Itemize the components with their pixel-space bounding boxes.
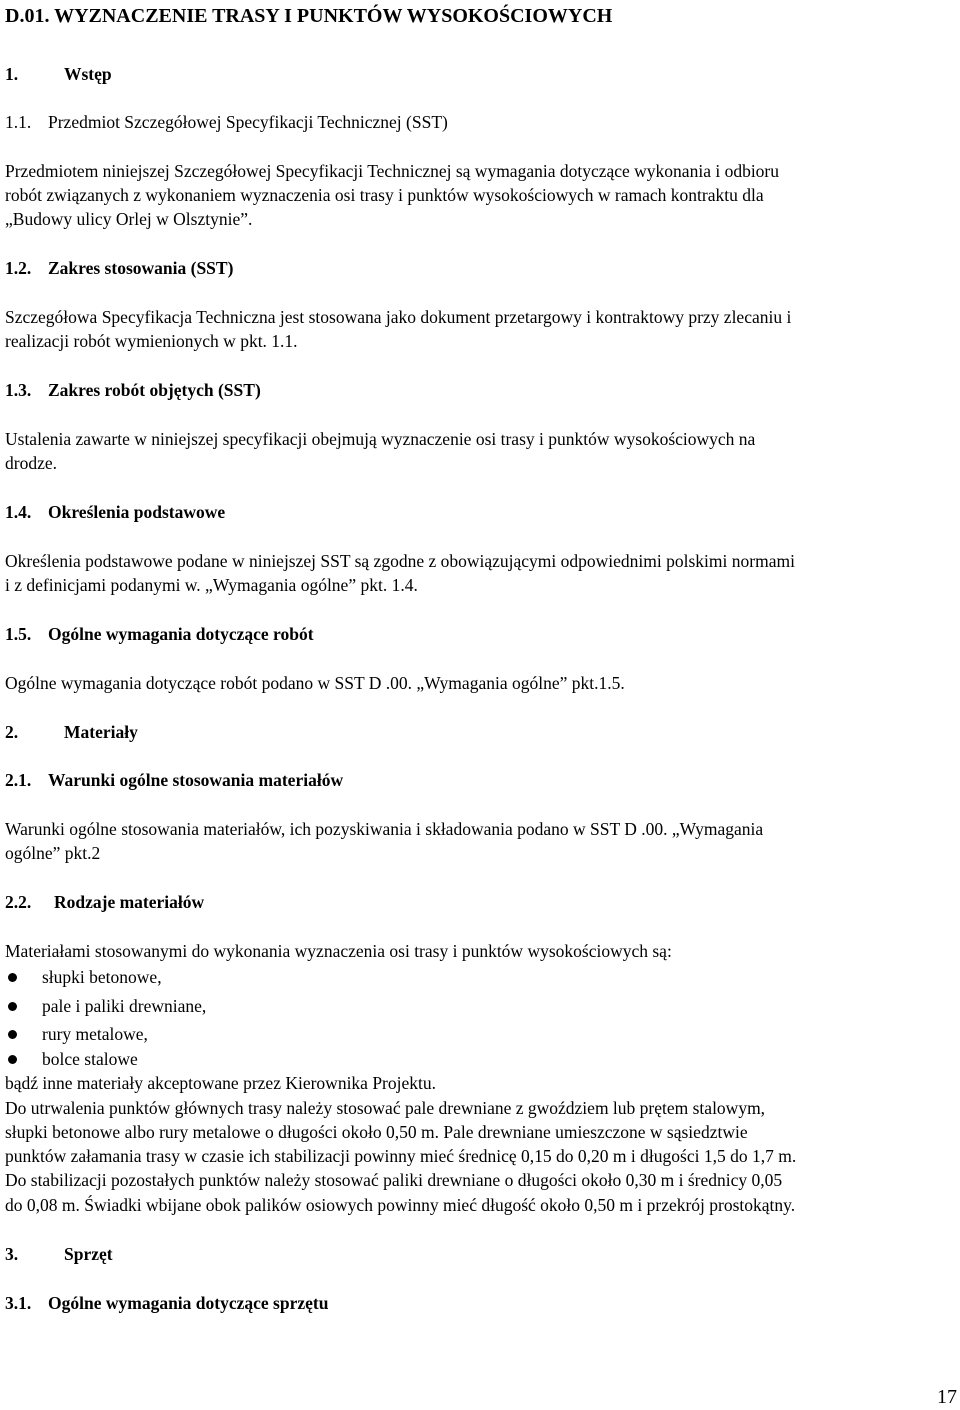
section-title: Materiały	[64, 722, 138, 742]
section-title: Warunki ogólne stosowania materiałów	[48, 770, 344, 790]
section-title: Określenia podstawowe	[48, 502, 226, 522]
page-number: 17	[937, 1386, 957, 1408]
bullet-icon	[8, 973, 17, 982]
paragraph-line: Ustalenia zawarte w niniejszej specyfikacji obejmują wyznaczenie osi trasy i punktów wysokościowych na	[5, 429, 756, 449]
bullet-icon	[8, 1055, 17, 1064]
section-2-heading	[5, 722, 138, 742]
section-3-1-heading	[5, 1293, 328, 1313]
section-title: Wstęp	[64, 64, 112, 84]
list-item-text: słupki betonowe,	[42, 967, 162, 987]
document-title: D.01. WYZNACZENIE TRASY I PUNKTÓW WYSOKOŚCIOWYCH	[5, 5, 613, 27]
section-title: Zakres robót objętych (SST)	[48, 380, 261, 400]
section-1-5-heading	[5, 624, 314, 644]
section-number: 2.2.	[5, 892, 32, 912]
paragraph-line: Ogólne wymagania dotyczące robót podano w SST D .00. „Wymagania ogólne” pkt.1.5.	[5, 673, 625, 693]
paragraph-line: Do utrwalenia punktów głównych trasy należy stosować pale drewniane z gwoździem lub prętem stalowym,	[5, 1098, 766, 1118]
document-page	[5, 0, 957, 1410]
bullet-icon	[8, 1030, 17, 1039]
paragraph-line: realizacji robót wymienionych w pkt. 1.1.	[5, 331, 298, 351]
section-1-4-heading	[5, 502, 225, 522]
list-item-text: pale i paliki drewniane,	[42, 996, 207, 1016]
list-item-text: bolce stalowe	[42, 1049, 138, 1069]
paragraph-line: Warunki ogólne stosowania materiałów, ich pozyskiwania i składowania podano w SST D .00. „Wymagania	[5, 819, 764, 839]
section-number: 1.	[5, 64, 19, 84]
section-1-heading	[5, 64, 112, 84]
list-item-text: rury metalowe,	[42, 1024, 148, 1044]
paragraph-line: punktów załamania trasy w czasie ich stabilizacji powinny mieć średnicę 0,15 do 0,20 m i długości 1,5 do 1,7 m.	[5, 1146, 797, 1166]
section-number: 2.	[5, 722, 19, 742]
section-number: 1.2.	[5, 258, 32, 278]
paragraph-line: drodze.	[5, 453, 57, 473]
section-number: 3.1.	[5, 1293, 32, 1313]
paragraph-line: „Budowy ulicy Orlej w Olsztynie”.	[5, 209, 253, 229]
paragraph-line: i z definicjami podanymi w. „Wymagania ogólne” pkt. 1.4.	[5, 575, 418, 595]
section-number: 1.4.	[5, 502, 32, 522]
paragraph-line: Szczegółowa Specyfikacja Techniczna jest stosowana jako dokument przetargowy i kontraktowy przy zlecaniu i	[5, 307, 792, 327]
paragraph-line: Przedmiotem niniejszej Szczegółowej Specyfikacji Technicznej są wymagania dotyczące wykonania i odbioru	[5, 161, 780, 181]
paragraph-line: Materiałami stosowanymi do wykonania wyznaczenia osi trasy i punktów wysokościowych są:	[5, 941, 672, 961]
section-3-heading	[5, 1244, 113, 1264]
section-title: Ogólne wymagania dotyczące sprzętu	[48, 1293, 329, 1313]
section-2-2-heading	[5, 892, 204, 912]
section-1-3-heading	[5, 380, 261, 400]
section-title: Sprzęt	[64, 1244, 113, 1264]
section-2-1-heading	[5, 770, 343, 790]
section-title: Przedmiot Szczegółowej Specyfikacji Technicznej (SST)	[48, 112, 448, 132]
section-1-1-heading	[5, 112, 448, 132]
section-number: 1.1.	[5, 112, 32, 132]
section-1-2-heading	[5, 258, 233, 278]
section-title: Ogólne wymagania dotyczące robót	[48, 624, 314, 644]
paragraph-line: ogólne” pkt.2	[5, 843, 101, 863]
section-number: 3.	[5, 1244, 19, 1264]
section-number: 2.1.	[5, 770, 32, 790]
paragraph-line: słupki betonowe albo rury metalowe o długości około 0,50 m. Pale drewniane umieszczone w sąsiedztwie	[5, 1122, 748, 1142]
paragraph-line: bądź inne materiały akceptowane przez Kierownika Projektu.	[5, 1073, 436, 1093]
section-title: Rodzaje materiałów	[54, 892, 205, 912]
paragraph-line: robót związanych z wykonaniem wyznaczenia osi trasy i punktów wysokościowych w ramach kontraktu dla	[5, 185, 764, 205]
section-number: 1.5.	[5, 624, 32, 644]
section-number: 1.3.	[5, 380, 32, 400]
paragraph-line: Określenia podstawowe podane w niniejszej SST są zgodne z obowiązującymi odpowiednimi polskimi normami	[5, 551, 795, 571]
paragraph-line: Do stabilizacji pozostałych punktów należy stosować paliki drewniane o długości około 0,30 m i średnicy 0,05	[5, 1170, 783, 1190]
bullet-icon	[8, 1002, 17, 1011]
section-title: Zakres stosowania (SST)	[48, 258, 234, 278]
paragraph-line: do 0,08 m. Świadki wbijane obok palików osiowych powinny mieć długość około 0,50 m i przekrój prostokątny.	[5, 1195, 796, 1215]
